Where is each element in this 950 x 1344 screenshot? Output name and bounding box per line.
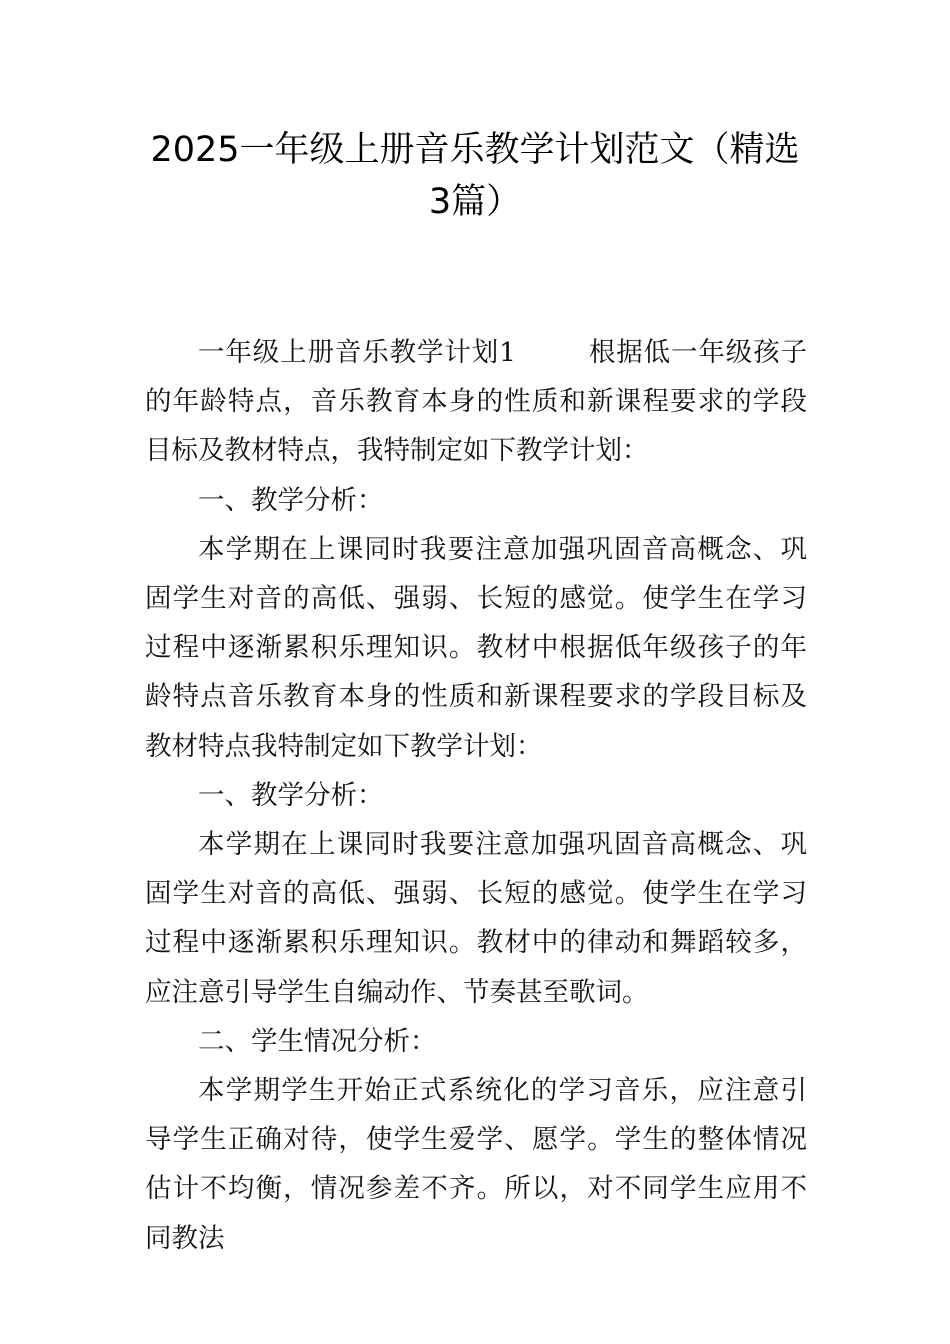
paragraph-2: 本学期在上课同时我要注意加强巩固音高概念、巩固学生对音的高低、强弱、长短的感觉。使学生在学习过程中逐渐累积乐理知识。教材中的律动和舞蹈较多，应注意引导学生自编动作、节奏甚至歌词。 (145, 829, 807, 1008)
heading-teaching-analysis-repeat: 一、教学分析： (198, 779, 384, 811)
document-title: 2025一年级上册音乐教学计划范文（精选3篇） (150, 130, 800, 222)
paragraph-3: 本学期学生开始正式系统化的学习音乐，应注意引导学生正确对待，使学生爱学、愿学。学生的整体情况估计不均衡，情况参差不齐。所以，对不同学生应用不同教法 (145, 1075, 807, 1254)
section-label: 一年级上册音乐教学计划1 (198, 337, 516, 368)
heading-teaching-analysis: 一、教学分析： (198, 484, 384, 516)
document-body (145, 328, 807, 1263)
intro-paragraph (145, 328, 807, 476)
heading-student-analysis: 二、学生情况分析： (198, 1025, 437, 1057)
paragraph-1: 本学期在上课同时我要注意加强巩固音高概念、巩固学生对音的高低、强弱、长短的感觉。使学生在学习过程中逐渐累积乐理知识。教材中根据低年级孩子的年龄特点音乐教育本身的性质和新课程要求的学段目标及教材特点我特制定如下教学计划： (145, 533, 807, 762)
intro-text: 根据低一年级孩子的年龄特点，音乐教育本身的性质和新课程要求的学段目标及教材特点，我特制定如下教学计划： (145, 337, 807, 467)
